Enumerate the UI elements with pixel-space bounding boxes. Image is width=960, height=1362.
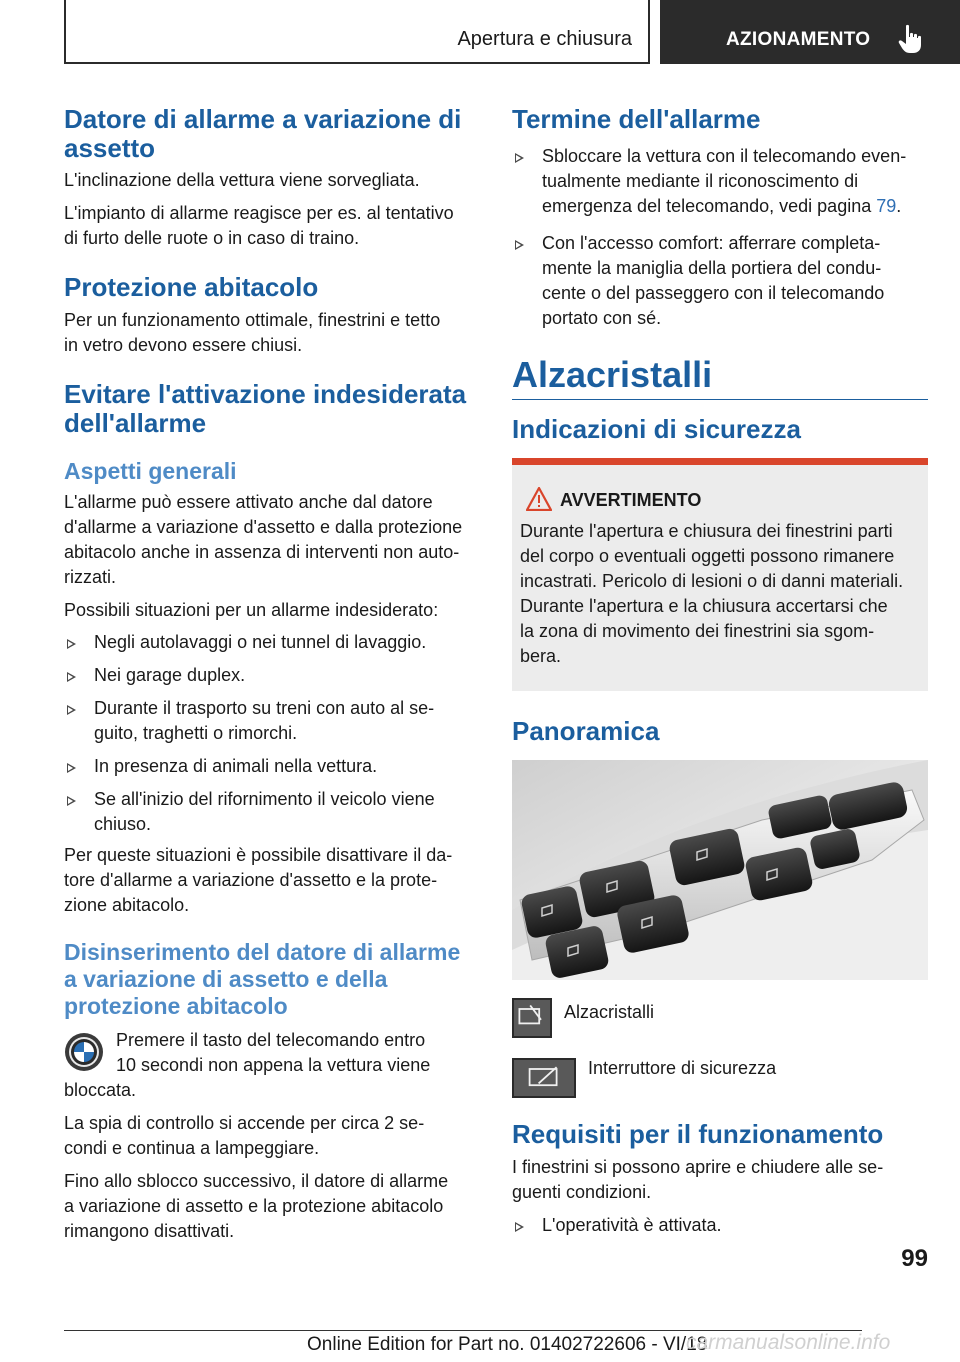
header-section-tab [64, 0, 650, 64]
heading-disarm: Disinserimento del datore di allarme a variazione di assetto e della protezione abitacolo [64, 939, 461, 1019]
footer-edition: Online Edition for Part no. 01402722606 - VI/18 [307, 1334, 708, 1355]
para-general: L'allarme può essere attivato anche dal datore d'allarme a variazione d'assetto e dalla protezione abitacolo anche in assenza di interventi non auto- rizzati. [64, 492, 463, 587]
bullet-list-situations [64, 630, 482, 837]
para-tilt-2: L'impianto di allarme reagisce per es. al tentativo di furto delle ruote o in caso di traino. [64, 203, 454, 248]
heading-power-windows: Alzacristalli [512, 354, 713, 395]
list-item: L'operatività è attivata. [512, 1213, 928, 1238]
remote-key-icon [64, 1032, 104, 1072]
list-item: Con l'accesso comfort: afferrare completa- mente la maniglia della portiera del condu- cente o del passeggero con il telecomando portato con sé. [512, 231, 928, 331]
legend-window-lifter-label: Alzacristalli [564, 1002, 655, 1022]
para-until: Fino allo sblocco successivo, il datore di allarme a variazione di assetto e la protezione abitacolo rimangono disattivati. [64, 1171, 449, 1241]
left-column [64, 100, 482, 1244]
list-item: Se all'inizio del rifornimento il veicolo viene chiuso. [64, 787, 482, 837]
para-cabin: Per un funzionamento ottimale, finestrini e tetto in vetro devono essere chiusi. [64, 310, 441, 355]
heading-general: Aspetti generali [64, 458, 237, 484]
list-item: Sbloccare la vettura con il telecomando even- tualmente mediante il riconoscimento di emergenza del telecomando, vedi pagina 79. [512, 144, 928, 219]
header-section-title: Apertura e chiusura [457, 28, 632, 50]
header-chapter-tab [660, 0, 960, 64]
footer-watermark: carmanualsonline.info [686, 1331, 891, 1354]
warning-text: Durante l'apertura e chiusura dei finestrini parti del corpo o eventuali oggetti possono rimanere incastrati. Pericolo di lesioni o di danni materiali. Durante l'apertura e la chiusura accertarsi che la zona di movimento dei finestrini sia sgom- bera. [520, 521, 904, 666]
heading-end-alarm: Termine dell'allarme [512, 104, 761, 134]
warning-triangle-icon [526, 487, 552, 511]
list-item: Nei garage duplex. [64, 663, 482, 688]
page-link[interactable]: 79 [876, 196, 897, 216]
legend-window-lifter [512, 998, 928, 1042]
para-tilt-1: L'inclinazione della vettura viene sorvegliata. [64, 170, 420, 190]
para-possible: Possibili situazioni per un allarme indesiderato: [64, 600, 439, 620]
list-item: In presenza di animali nella vettura. [64, 754, 482, 779]
right-column [512, 100, 928, 1238]
list-item: Durante il trasporto su treni con auto al se- guito, traghetti o rimorchi. [64, 696, 482, 746]
window-switch-icon [512, 998, 552, 1038]
para-press-key: Premere il tasto del telecomando entro 10 secondi non appena la vettura viene bloccata. [64, 1030, 431, 1100]
warning-box [512, 458, 928, 691]
header-chapter-title: AZIONAMENTO [726, 29, 871, 50]
safety-switch-icon [512, 1058, 576, 1098]
legend-safety-switch [512, 1058, 928, 1102]
heading-tilt-alarm: Datore di allarme a variazione di assetto [64, 104, 462, 163]
warning-title: AVVERTIMENTO [520, 487, 920, 513]
heading-cabin-protection: Protezione abitacolo [64, 272, 319, 302]
list-item: Negli autolavaggi o nei tunnel di lavaggio. [64, 630, 482, 655]
heading-safety: Indicazioni di sicurezza [512, 414, 801, 444]
page-number: 99 [901, 1245, 928, 1272]
para-disable: Per queste situazioni è possibile disattivare il da- tore d'allarme a variazione d'assetto e la prote- zione abitacolo. [64, 845, 453, 915]
heading-avoid-alarm: Evitare l'attivazione indesiderata dell'allarme [64, 379, 467, 438]
window-switch-panel-photo [512, 760, 928, 980]
legend-safety-switch-label: Interruttore di sicurezza [588, 1058, 777, 1078]
para-requirements: I finestrini si possono aprire e chiudere alle se- guenti condizioni. [512, 1157, 884, 1202]
heading-overview: Panoramica [512, 716, 660, 746]
pointing-hand-icon [898, 24, 926, 54]
heading-requirements: Requisiti per il funzionamento [512, 1119, 884, 1149]
section-rule [512, 399, 928, 400]
para-lamp: La spia di controllo si accende per circa 2 se- condi e continua a lampeggiare. [64, 1113, 425, 1158]
